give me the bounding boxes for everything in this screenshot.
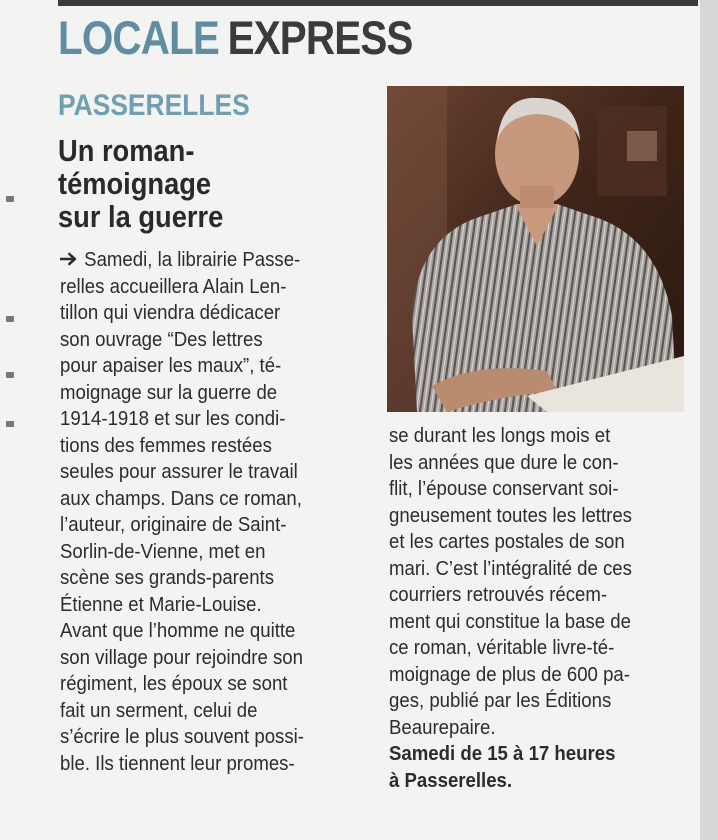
text-line: Sorlin-de-Vienne, met en: [60, 540, 266, 563]
text-line: ce roman, véritable livre-té-: [389, 637, 615, 659]
text-line: pour apaiser les maux”, té-: [60, 355, 282, 377]
text-line: les années que dure le con-: [389, 451, 619, 474]
section-rubric: [58, 8, 413, 68]
text-line: moignage sur la guerre de: [60, 381, 278, 404]
text-line: 1914-1918 et sur les condi-: [60, 408, 286, 430]
rubric-locale: LOCALE: [58, 11, 220, 64]
text-line: aux champs. Dans ce roman,: [60, 487, 302, 510]
text-line: scène ses grands-parents: [60, 567, 275, 589]
text-line: son ouvrage “Des lettres: [60, 328, 263, 351]
text-line: se durant les longs mois et: [389, 425, 611, 447]
author-photo: [387, 86, 684, 412]
text-line: tions des femmes restées: [60, 434, 272, 457]
event-info-line: Samedi de 15 à 17 heures: [389, 743, 616, 765]
text-line: relles accueillera Alain Len-: [60, 275, 287, 298]
arrow-right-icon: [60, 247, 79, 274]
headline-line: témoignage: [58, 166, 212, 201]
rubric-express: EXPRESS: [227, 11, 413, 64]
adjacent-page-edge: [700, 0, 718, 840]
article-column-2: [389, 423, 689, 794]
headline-line: sur la guerre: [58, 199, 224, 234]
text-line: ges, publié par les Éditions: [389, 690, 612, 712]
text-line: régiment, les époux se sont: [60, 673, 288, 695]
text-line: Avant que l’homme ne quitte: [60, 620, 296, 642]
text-line: ble. Ils tiennent leur promes-: [60, 752, 295, 775]
top-rule: [58, 0, 698, 6]
text-line: gneusement toutes les lettres: [389, 504, 632, 527]
text-line: et les cartes postales de son: [389, 531, 625, 553]
text-line: son village pour rejoindre son: [60, 646, 303, 669]
text-line: [60, 247, 339, 274]
text-line: Étienne et Marie-Louise.: [60, 593, 262, 616]
text-line: fait un serment, celui de: [60, 699, 258, 722]
page-margin-marks: [0, 0, 20, 840]
text-line: mari. C’est l’intégralité de ces: [389, 557, 632, 580]
article-headline: [58, 134, 287, 233]
text-line: flit, l’épouse conservant soi-: [389, 478, 619, 500]
text-line: s’écrire le plus souvent possi-: [60, 726, 304, 748]
article-column-1: [60, 247, 360, 777]
text-line: tillon qui viendra dédicacer: [60, 302, 281, 324]
text-line: l’auteur, originaire de Saint-: [60, 514, 287, 536]
text-line: Beaurepaire.: [389, 716, 496, 739]
headline-line: Un roman-: [58, 133, 195, 168]
text-line: moignage de plus de 600 pa-: [389, 663, 630, 686]
text-line: seules pour assurer le travail: [60, 461, 298, 483]
text-line-content: Samedi, la librairie Passe-: [84, 249, 301, 271]
text-line: courriers retrouvés récem-: [389, 584, 608, 606]
article-kicker: PASSERELLES: [58, 89, 250, 122]
event-info-line: à Passerelles.: [389, 769, 513, 792]
text-line: ment qui constitue la base de: [389, 610, 631, 633]
